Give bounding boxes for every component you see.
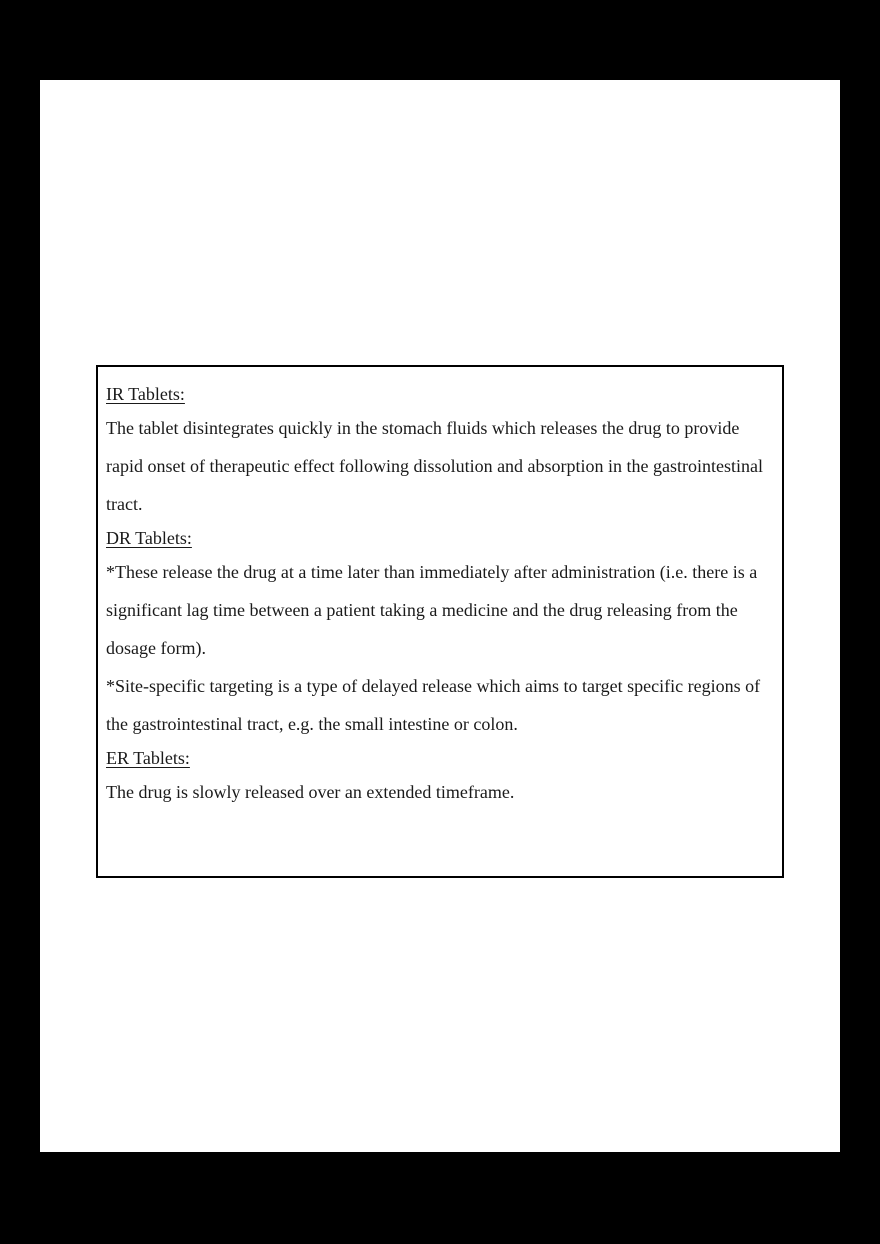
dr-tablets-heading: DR Tablets: <box>106 528 192 548</box>
dr-tablets-paragraph-2: *Site-specific targeting is a type of delayed release which aims to target specific regions of the gastrointestinal tract, e.g. the small intestine or colon. <box>106 676 761 734</box>
tablet-types-text-box <box>96 365 784 878</box>
ir-tablets-heading: IR Tablets: <box>106 384 185 404</box>
dr-tablets-paragraph-1: *These release the drug at a time later than immediately after administration (i.e. there is a significant lag time between a patient taking a medicine and the drug releasing from the dosage form). <box>106 562 758 658</box>
section-dr-tablets <box>106 523 774 743</box>
document-page <box>40 80 840 1152</box>
ir-tablets-paragraph: The tablet disintegrates quickly in the stomach fluids which releases the drug to provide rapid onset of therapeutic effect following dissolution and absorption in the gastrointestinal tract. <box>106 418 764 514</box>
er-tablets-heading: ER Tablets: <box>106 748 190 768</box>
section-er-tablets <box>106 743 774 811</box>
section-ir-tablets <box>106 379 774 523</box>
er-tablets-paragraph: The drug is slowly released over an extended timeframe. <box>106 782 515 802</box>
